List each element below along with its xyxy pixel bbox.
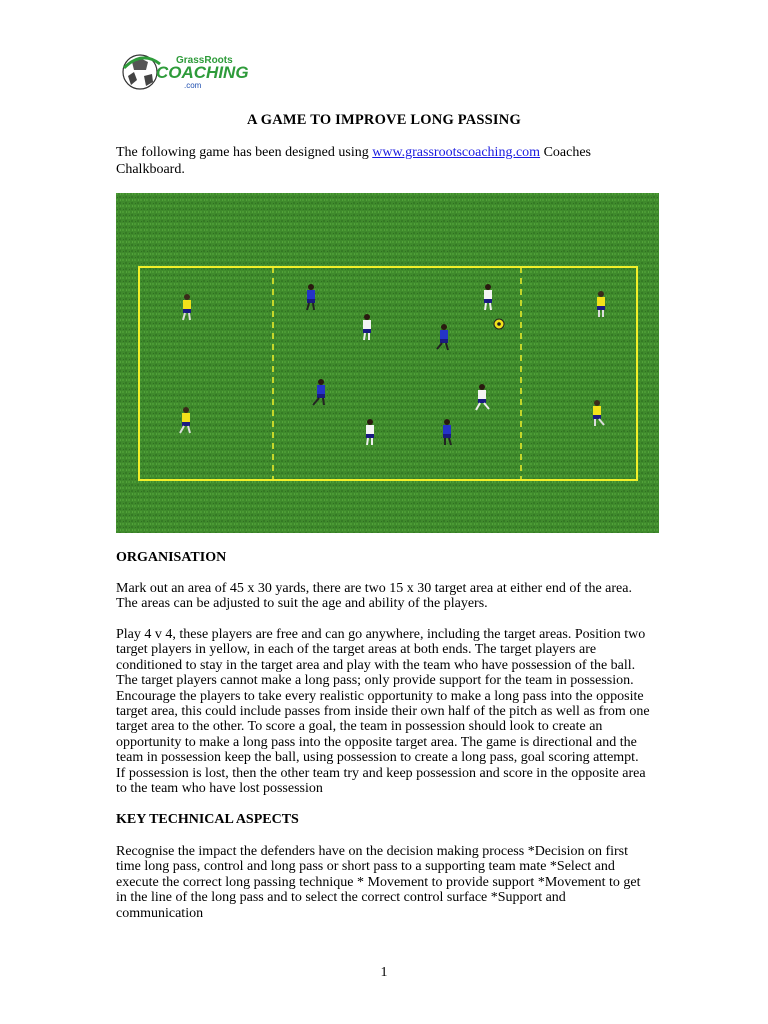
technical-paragraph: Recognise the impact the defenders have on the decision making process *Decision on first time long pass, control and long pass or short pass to a supporting team mate *Select and execute the correct long passing technique * Movement to provide support *Movement to get in the line of the long pass and to select the correct control surface *Support and communication <box>116 844 641 921</box>
logo-line2: COACHING <box>156 63 249 82</box>
football <box>494 319 504 329</box>
page-title: A GAME TO IMPROVE LONG PASSING <box>247 112 521 128</box>
pitch-diagram <box>116 193 659 533</box>
intro-before: The following game has been designed using <box>116 145 373 160</box>
grassroots-coaching-logo <box>120 50 270 94</box>
technical-heading: KEY TECHNICAL ASPECTS <box>116 812 299 827</box>
organisation-paragraph-1: Mark out an area of 45 x 30 yards, there are two 15 x 30 target area at either end of the area. The areas can be adjusted to suit the age and ability of the players. <box>116 581 632 612</box>
page-number: 1 <box>380 965 388 980</box>
organisation-paragraph-2: Play 4 v 4, these players are free and can go anywhere, including the target areas. Position two target players in yellow, in each of the target areas at both ends. The target players are conditioned to stay in the target area and play with the team who have possession of the ball. The target players cannot make a long pass; only provide support for the team in possession. Encourage the players to take every realistic opportunity to make a long pass into the opposite target area, this could include passes from inside their own half of the pitch as well as from one target area to the other. To score a goal, the team in possession should look to create an opportunity to make a long pass into the opposite target area. The game is directional and the team in possession keep the ball, using possession to create a long pass, goal scoring attempt. If possession is lost, then the other team try and keep possession and score in the opposite area to the team who have lost possession <box>116 627 650 797</box>
organisation-heading: ORGANISATION <box>116 550 227 565</box>
intro-paragraph <box>116 144 646 178</box>
intro-after: Coaches Chalkboard. <box>116 145 591 177</box>
logo-line1: GrassRoots <box>176 55 233 66</box>
grass-background <box>116 193 659 533</box>
grassroots-link[interactable]: www.grassrootscoaching.com <box>372 145 541 160</box>
logo-line3: .com <box>184 81 202 90</box>
